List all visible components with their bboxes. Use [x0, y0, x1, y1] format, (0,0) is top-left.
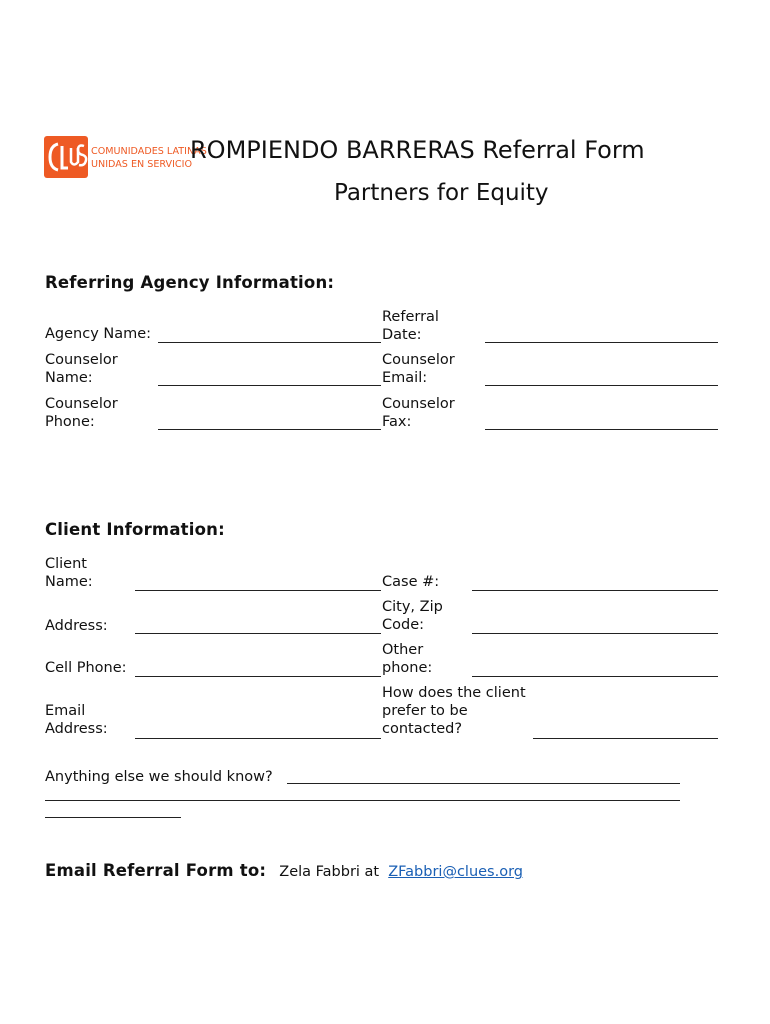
counselor-phone-field[interactable] [158, 429, 381, 430]
client-section-heading: Client Information: [45, 520, 225, 539]
counselor-phone-label: Counselor Phone: [45, 396, 118, 430]
address-label: Address: [45, 618, 108, 634]
form-title: ROMPIENDO BARRERAS Referral Form [190, 136, 645, 164]
anything-else-label: Anything else we should know? [45, 769, 273, 785]
recipient-email-link[interactable]: ZFabbri@clues.org [388, 864, 524, 880]
form-subtitle: Partners for Equity [334, 180, 549, 206]
other-phone-field[interactable] [472, 676, 718, 677]
other-phone-label: Other phone: [382, 642, 433, 676]
case-number-label: Case #: [382, 574, 440, 590]
anything-else-field-line-2[interactable] [45, 800, 680, 801]
client-name-field[interactable] [135, 590, 381, 591]
email-address-label: Email Address: [45, 703, 108, 737]
address-field[interactable] [135, 633, 381, 634]
agency-name-label: Agency Name: [45, 326, 152, 342]
svg-text:COMUNIDADES LATINAS: COMUNIDADES LATINAS [91, 146, 207, 157]
case-number-field[interactable] [472, 590, 718, 591]
cell-phone-label: Cell Phone: [45, 660, 127, 676]
referral-date-label: Referral Date: [382, 309, 439, 343]
counselor-email-label: Counselor Email: [382, 352, 455, 386]
anything-else-field-line-3[interactable] [45, 817, 181, 818]
clues-logo [44, 134, 207, 180]
counselor-email-field[interactable] [485, 385, 718, 386]
client-name-label: Client Name: [45, 556, 93, 590]
contact-preference-label: How does the client prefer to be contacted? [382, 685, 526, 737]
counselor-fax-label: Counselor Fax: [382, 396, 455, 430]
referral-date-field[interactable] [485, 342, 718, 343]
counselor-name-field[interactable] [158, 385, 381, 386]
agency-name-field[interactable] [158, 342, 381, 343]
agency-section-heading: Referring Agency Information: [45, 273, 335, 292]
anything-else-field-line-1[interactable] [287, 783, 680, 784]
recipient-text: Zela Fabbri at [279, 864, 380, 880]
city-zip-field[interactable] [472, 633, 718, 634]
contact-preference-field[interactable] [533, 738, 718, 739]
cell-phone-field[interactable] [135, 676, 381, 677]
clues-logo-mark [44, 134, 207, 180]
counselor-name-label: Counselor Name: [45, 352, 118, 386]
svg-text:UNIDAS EN SERVICIO: UNIDAS EN SERVICIO [91, 159, 193, 170]
counselor-fax-field[interactable] [485, 429, 718, 430]
email-address-field[interactable] [135, 738, 381, 739]
city-zip-label: City, Zip Code: [382, 599, 443, 633]
email-referral-footer [45, 861, 523, 880]
email-referral-label: Email Referral Form to: [45, 861, 267, 880]
